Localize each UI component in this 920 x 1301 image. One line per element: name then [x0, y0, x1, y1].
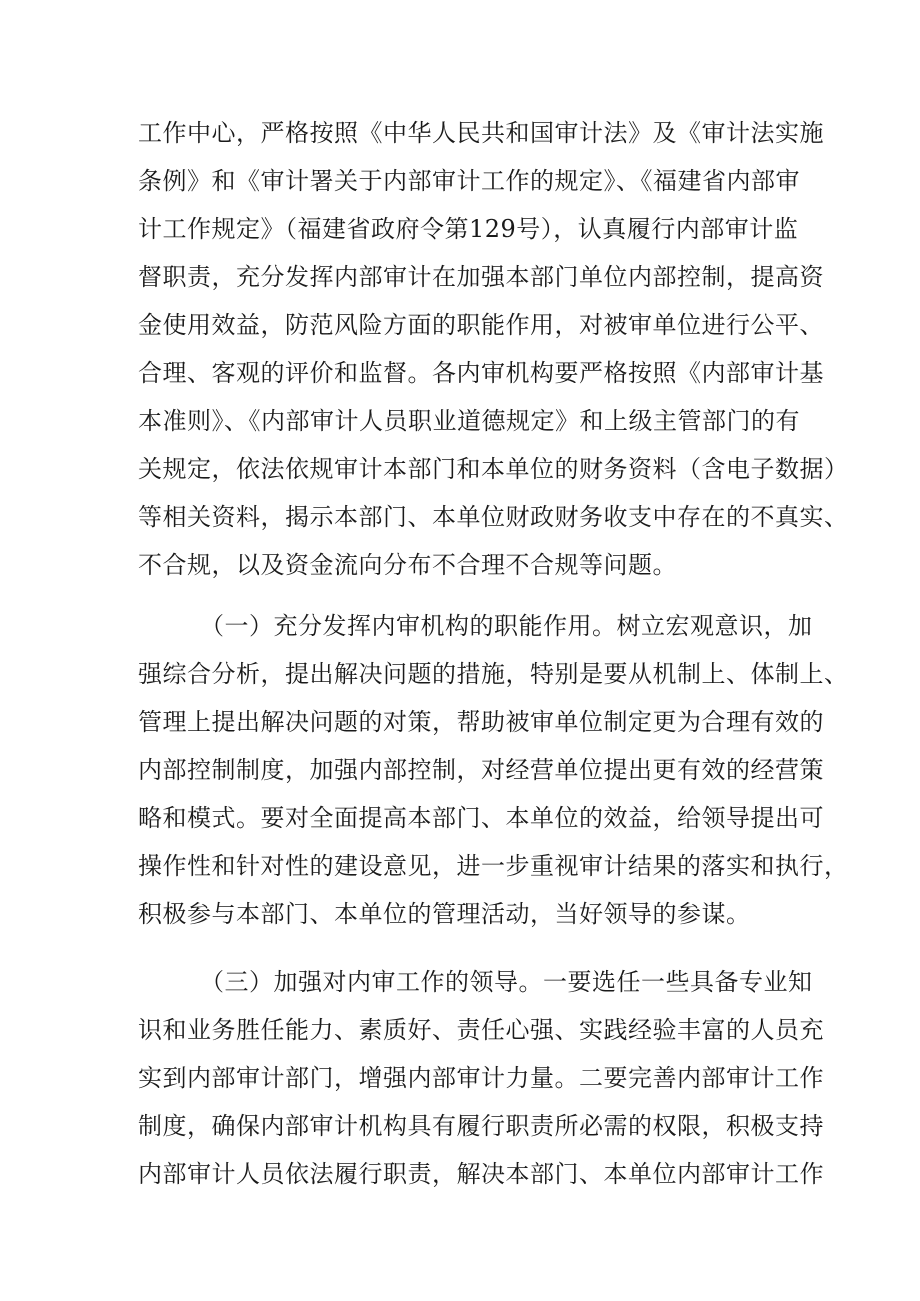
paragraph-line: 积极参与本部门、本单位的管理活动，当好领导的参谋。 — [138, 900, 751, 928]
paragraph-line: 内部控制制度，加强内部控制，对经营单位提出更有效的经营策 — [138, 756, 824, 784]
paragraph-audit-leadership — [138, 958, 824, 1198]
paragraph-line: 操作性和针对性的建设意见，进一步重视审计结果的落实和执行， — [138, 852, 849, 880]
paragraph-line: 条例》和《审计署关于内部审计工作的规定》、《福建省内部审 — [138, 167, 800, 195]
paragraph-line: （三）加强对内审工作的领导。一要选任一些具备专业知 — [200, 968, 813, 996]
paragraph-line: 等相关资料，揭示本部门、本单位财政财务收支中存在的不真实、 — [138, 503, 849, 531]
paragraph-line: 强综合分析，提出解决问题的措施，特别是要从机制上、体制上、 — [138, 660, 849, 688]
paragraph-line: 略和模式。要对全面提高本部门、本单位的效益，给领导提出可 — [138, 804, 824, 832]
paragraph-line: 关规定，依法依规审计本部门和本单位的财务资料（含电子数据） — [138, 455, 849, 483]
paragraph-line: 不合规，以及资金流向分布不合理不合规等问题。 — [138, 551, 677, 579]
paragraph-line: 本准则》、《内部审计人员职业道德规定》和上级主管部门的有 — [138, 407, 800, 435]
paragraph-line: 内部审计人员依法履行职责，解决本部门、本单位内部审计工作 — [138, 1160, 824, 1188]
paragraph-line: 金使用效益，防范风险方面的职能作用，对被审单位进行公平、 — [138, 311, 824, 339]
paragraph-line: 识和业务胜任能力、素质好、责任心强、实践经验丰富的人员充 — [138, 1016, 824, 1044]
paragraph-audit-center — [138, 109, 849, 589]
paragraph-line: （一）充分发挥内审机构的职能作用。树立宏观意识，加 — [200, 612, 813, 640]
paragraph-internal-audit-role — [138, 602, 849, 938]
paragraph-line: 工作中心，严格按照《中华人民共和国审计法》及《审计法实施 — [138, 119, 824, 147]
paragraph-line: 计工作规定》（福建省政府令第129号），认真履行内部审计监 — [138, 215, 799, 243]
paragraph-line: 管理上提出解决问题的对策，帮助被审单位制定更为合理有效的 — [138, 708, 824, 736]
paragraph-line: 实到内部审计部门，增强内部审计力量。二要完善内部审计工作 — [138, 1064, 824, 1092]
paragraph-line: 合理、客观的评价和监督。各内审机构要严格按照《内部审计基 — [138, 359, 824, 387]
paragraph-line: 督职责，充分发挥内部审计在加强本部门单位内部控制，提高资 — [138, 263, 824, 291]
paragraph-line: 制度，确保内部审计机构具有履行职责所必需的权限，积极支持 — [138, 1112, 824, 1140]
